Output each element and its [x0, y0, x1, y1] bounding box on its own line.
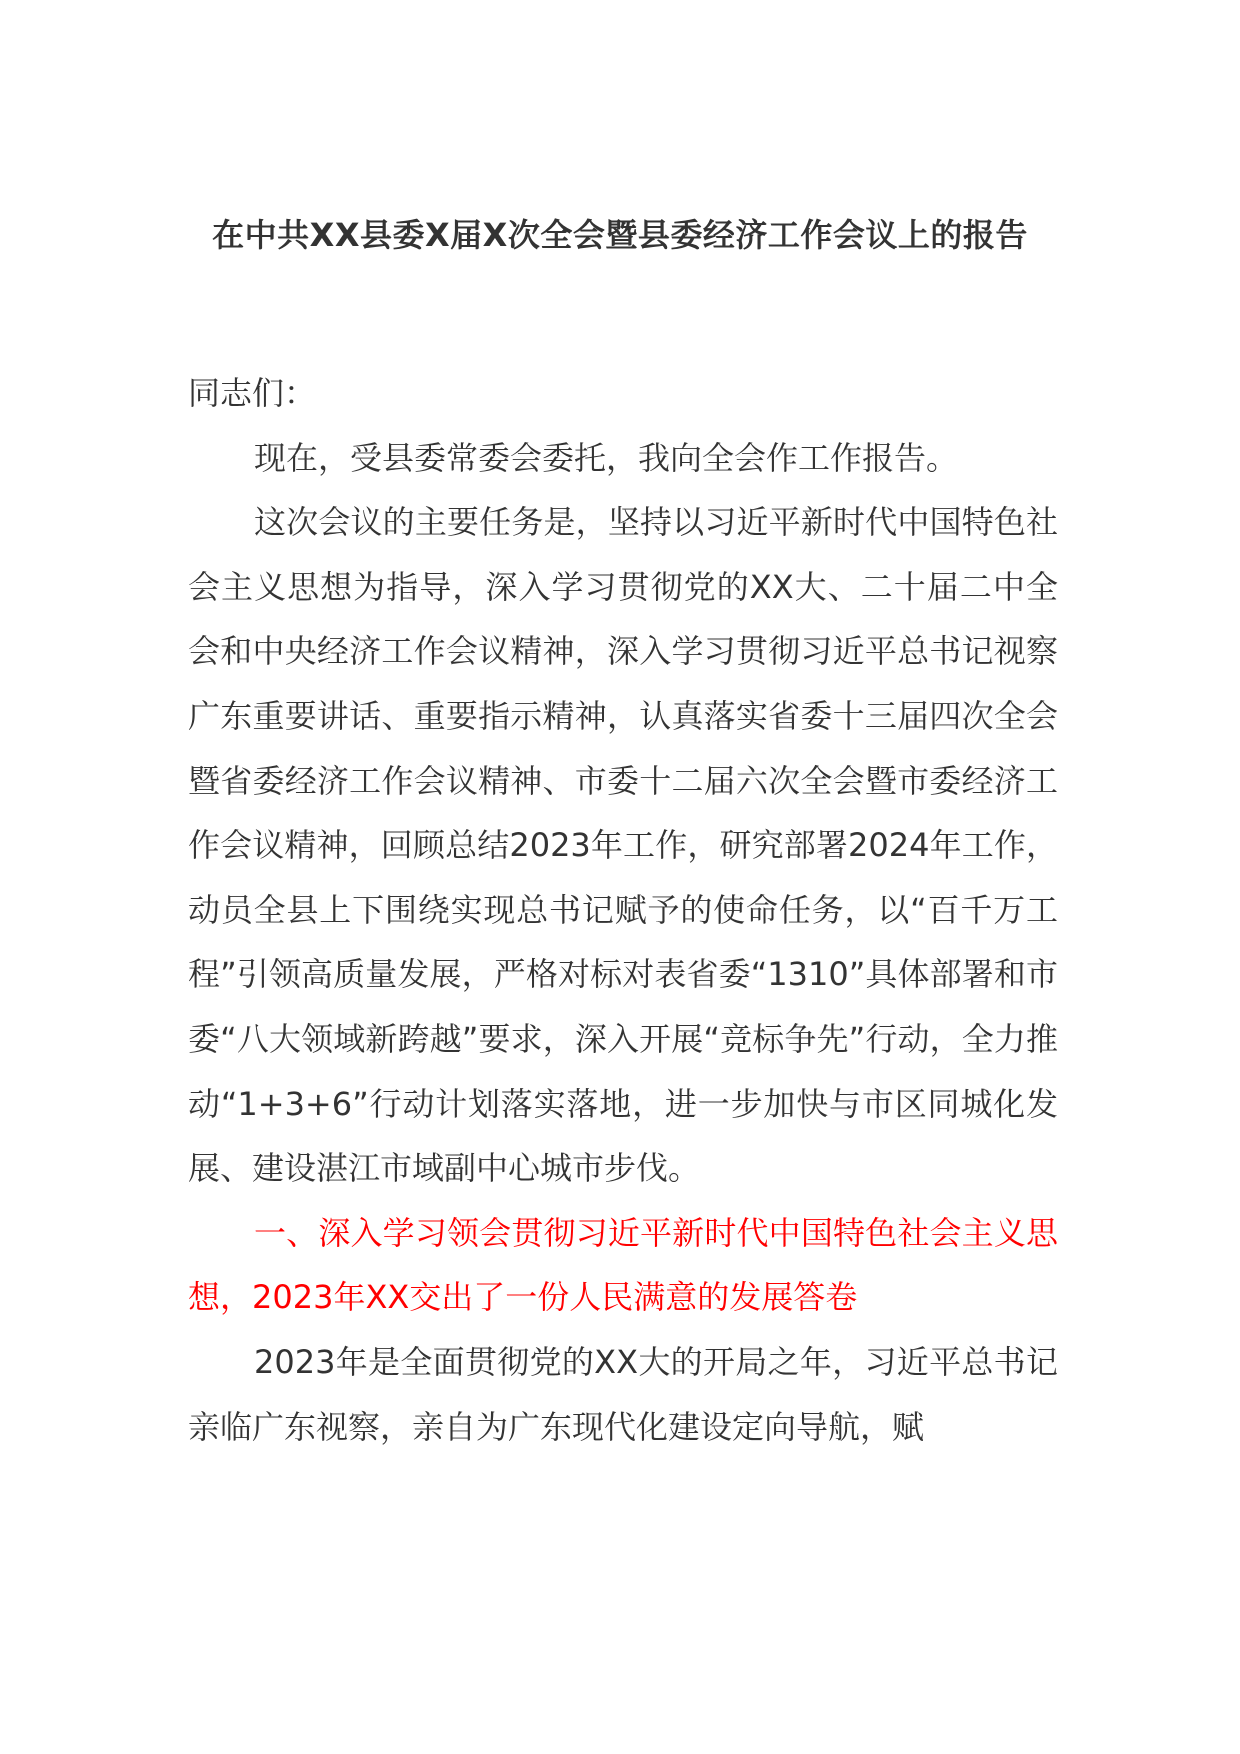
paragraph-section-1: 2023年是全面贯彻党的XX大的开局之年，习近平总书记亲临广东视察，亲自为广东现代化建设定向导航，赋	[188, 1342, 1058, 1446]
paragraph-intro: 现在，受县委常委会委托，我向全会作工作报告。	[254, 438, 959, 477]
document-title: 在中共XX县委X届X次全会暨县委经济工作会议上的报告	[212, 216, 1028, 254]
document-body	[188, 361, 1058, 1459]
salutation: 同志们：	[188, 374, 317, 412]
section-heading-1: 一、深入学习领会贯彻习近平新时代中国特色社会主义思想，2023年XX交出了一份人民满意的发展答卷	[188, 1213, 1058, 1317]
paragraph-main-tasks: 这次会议的主要任务是，坚持以习近平新时代中国特色社会主义思想为指导，深入学习贯彻党的XX大、二十届二中全会和中央经济工作会议精神，深入学习贯彻习近平总书记视察广东重要讲话、重要指示精神，认真落实省委十三届四次全会暨省委经济工作会议精神、市委十二届六次全会暨市委经济工作会议精神，回顾总结2023年工作，研究部署2024年工作，动员全县上下围绕实现总书记赋予的使命任务，以“百千万工程”引领高质量发展，严格对标对表省委“1310”具体部署和市委“八大领域新跨越”要求，深入开展“竞标争先”行动，全力推动“1+3+6”行动计划落实落地，进一步加快与市区同城化发展、建设湛江市域副中心城市步伐。	[188, 503, 1058, 1188]
